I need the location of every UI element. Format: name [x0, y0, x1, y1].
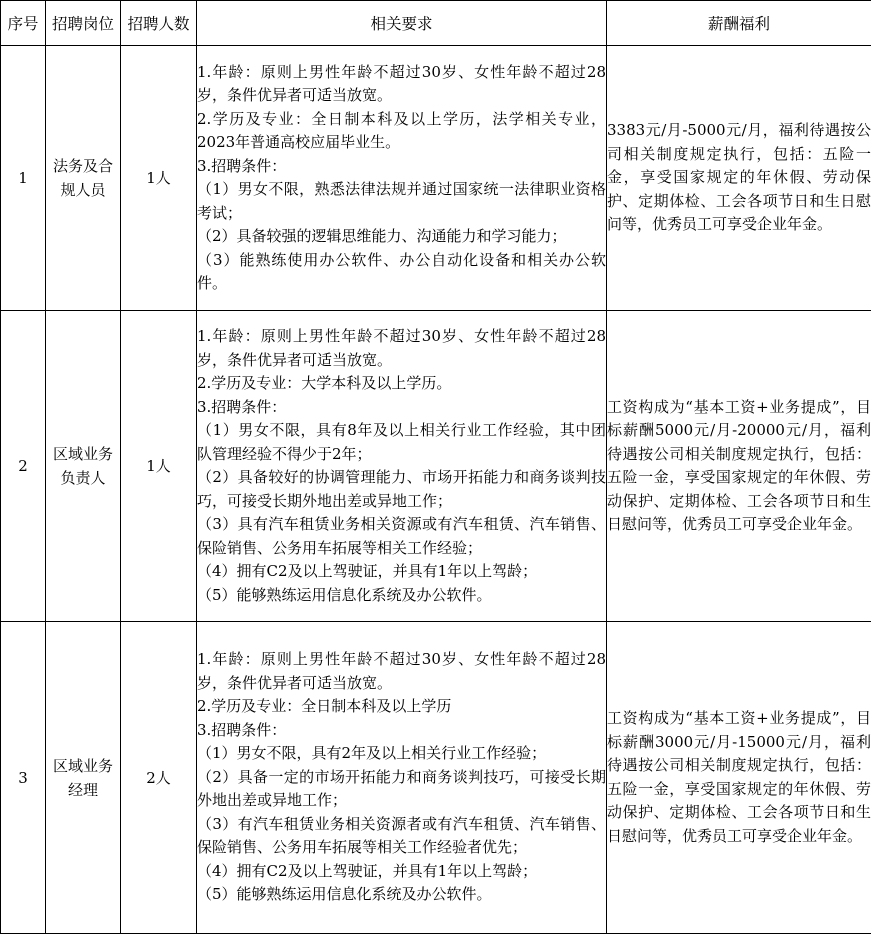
- row-salary: 3383元/月-5000元/月，福利待遇按公司相关制度规定执行，包括：五险一金，享受国家规定的年休假、劳动保护、定期体检、工会各项节日和生日慰问等，优秀员工可享受企业年金。: [607, 46, 871, 311]
- header-row: [1, 1, 871, 46]
- requirement-line: 2.学历及专业：大学本科及以上学历。: [197, 374, 452, 392]
- header-count: 招聘人数: [121, 1, 197, 46]
- requirement-line: 3.招聘条件：: [197, 720, 287, 739]
- requirement-line: （1）男女不限，具有2年及以上相关行业工作经验；: [197, 744, 547, 763]
- header-index: 序号: [1, 1, 46, 46]
- row-salary: 工资构成为“基本工资+业务提成”，目标薪酬5000元/月-20000元/月，福利待遇按公司相关制度规定执行，包括：五险一金，享受国家规定的年休假、劳动保护、定期体检、工会各项节日和生日慰问等，优秀员工可享受企业年金。: [607, 311, 871, 622]
- row-index: 3: [1, 622, 46, 934]
- row-count: 1人: [121, 46, 197, 311]
- requirement-line: （3）有汽车租赁业务相关资源者或有汽车租赁、汽车销售、保险销售、公务用车拓展等相关工作经验者优先；: [197, 814, 606, 857]
- row-index: 1: [1, 46, 46, 311]
- row-count: 1人: [121, 311, 197, 622]
- requirement-line: 3.招聘条件：: [197, 156, 287, 175]
- requirement-line: （4）拥有C2及以上驾驶证，并具有1年以上驾龄；: [197, 861, 538, 880]
- row-requirements: [197, 46, 607, 311]
- table-row: [1, 311, 871, 622]
- requirement-line: （2）具备较好的协调管理能力、市场开拓能力和商务谈判技巧，可接受长期外地出差或异地工作；: [197, 468, 606, 510]
- row-count: 2人: [121, 622, 197, 934]
- table-row: [1, 622, 871, 934]
- row-position: 区域业务负责人: [46, 311, 121, 622]
- requirement-line: （5）能够熟练运用信息化系统及办公软件。: [197, 885, 492, 904]
- header-position: 招聘岗位: [46, 1, 121, 46]
- row-requirements: [197, 311, 607, 622]
- row-salary: 工资构成为“基本工资+业务提成”，目标薪酬3000元/月-15000元/月，福利待遇按公司相关制度规定执行，包括：五险一金，享受国家规定的年休假、劳动保护、定期体检、工会各项节日和生日慰问等，优秀员工可享受企业年金。: [607, 622, 871, 934]
- requirement-line: 1.年龄：原则上男性年龄不超过30岁、女性年龄不超过28岁，条件优异者可适当放宽。: [197, 62, 606, 104]
- requirement-line: （3）具有汽车租赁业务相关资源或有汽车租赁、汽车销售、保险销售、公务用车拓展等相关工作经验；: [197, 515, 606, 557]
- header-salary: 薪酬福利: [607, 1, 871, 46]
- requirement-line: 3.招聘条件：: [197, 397, 287, 416]
- requirement-line: （2）具备一定的市场开拓能力和商务谈判技巧，可接受长期外地出差或异地工作；: [197, 767, 606, 810]
- requirement-line: 1.年龄：原则上男性年龄不超过30岁、女性年龄不超过28岁，条件优异者可适当放宽。: [197, 327, 606, 369]
- requirement-line: （1）男女不限，具有8年及以上相关行业工作经验，其中团队管理经验不得少于2年；: [197, 421, 606, 463]
- requirement-line: 1.年龄：原则上男性年龄不超过30岁、女性年龄不超过28岁，条件优异者可适当放宽。: [197, 650, 606, 692]
- requirement-line: （3）能熟练使用办公软件、办公自动化设备和相关办公软件。: [197, 250, 606, 292]
- header-requirements: 相关要求: [197, 1, 607, 46]
- row-requirements: [197, 622, 607, 934]
- table-row: [1, 46, 871, 311]
- requirement-line: 2.学历及专业：全日制本科及以上学历，法学相关专业，2023年普通高校应届毕业生。: [197, 109, 606, 151]
- requirement-line: （5）能够熟练运用信息化系统及办公软件。: [197, 585, 492, 604]
- requirement-line: （2）具备较强的逻辑思维能力、沟通能力和学习能力；: [197, 227, 567, 245]
- row-index: 2: [1, 311, 46, 622]
- requirement-line: 2.学历及专业：全日制本科及以上学历: [197, 697, 452, 716]
- requirement-line: （1）男女不限，熟悉法律法规并通过国家统一法律职业资格考试；: [197, 180, 606, 222]
- requirement-line: （4）拥有C2及以上驾驶证，并具有1年以上驾龄；: [197, 562, 538, 580]
- row-position: 法务及合规人员: [46, 46, 121, 311]
- row-position: 区域业务经理: [46, 622, 121, 934]
